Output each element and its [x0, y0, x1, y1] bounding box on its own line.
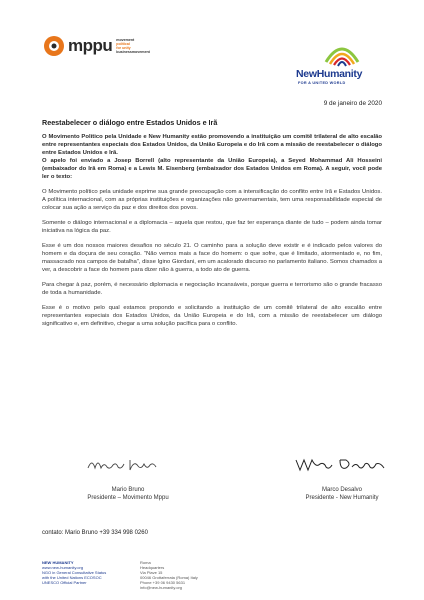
- mppu-tagline-line: for unity: [116, 46, 131, 50]
- new-humanity-subtitle: FOR A UNITED WORLD: [298, 81, 346, 85]
- body-paragraph: Esse é um dos nossos maiores desafios no século 21. O caminho para a solução deve existir e é indicado pelos valores do homem e da doçura de seu coração. “Não vemos mais a face do homem: o que sofre, que é limitado, atormentado e, no fim, massacrado nos campos de batalha”, disse Igino Giordani, em um acalorado discurso no parlamento italiano. Somos chamados a ver, a descobrir a face do homem para dizer não à guerra, a todo ato de guerra.: [42, 243, 382, 273]
- footer-address-line: Via Piave 15: [140, 570, 163, 575]
- signer-role: Presidente - New Humanity: [305, 495, 379, 501]
- handwritten-signature: [68, 452, 188, 478]
- new-humanity-logo: [296, 40, 388, 88]
- signature-block-marco-desalvo: [282, 452, 402, 501]
- body-paragraph: Para chegar à paz, porém, é necessário diplomacia e negociação incansáveis, porque guerra e terrorismo são o grande fracasso de toda a humanidade.: [42, 282, 382, 296]
- footer: [42, 560, 342, 596]
- footer-address-line: 00046 Grottaferrata (Roma) Italy: [140, 575, 198, 580]
- signer-name: Marco Desalvo: [321, 487, 362, 493]
- letter-title: Reestabelecer o diálogo entre Estados Unidos e Irã: [42, 118, 218, 127]
- footer-status: with the United Nations ECOSOC: [42, 575, 102, 580]
- body-paragraph: Esse é o motivo pelo qual estamos propondo e solicitando a instituição de um comitê trilateral de alto escalão entre representantes especiais dos Estados Unidos, da União Europeia e do Irã, com a missão de reestabelecer um diálogo significativo e, em definitivo, chegar a uma solução pacífica para o conflito.: [42, 305, 382, 327]
- mppu-logo: [42, 34, 152, 58]
- footer-organization: [42, 560, 132, 585]
- letter-date: 9 de janeiro de 2020: [323, 100, 382, 107]
- signature-block-mario-bruno: [68, 452, 188, 501]
- mppu-tagline-line: political: [116, 41, 130, 46]
- footer-org-name: NEW HUMANITY: [42, 560, 74, 565]
- signer-name: Mario Bruno: [111, 487, 145, 493]
- mppu-tagline: [116, 38, 150, 55]
- body-paragraph: Somente o diálogo internacional e a diplomacia – aquela que restou, que faz ter esperança diante de tudo – podem ainda tomar iniciativa na lógica da paz.: [42, 220, 382, 234]
- footer-address: [140, 560, 230, 590]
- globe-icon: [322, 40, 362, 68]
- intro-paragraph: O apelo foi enviado a Josep Borrell (alto representante da União Europeia), a Seyed Mohammad Ali Hosseini (embaixador do Irã em Roma) e a Lewis M. Eisenberg (embaixador dos Estados Unidos em Roma). A seguir, você pode ler o texto:: [42, 158, 382, 180]
- footer-website[interactable]: www.new-humanity.org: [42, 565, 84, 570]
- footer-city: Roma: [140, 560, 151, 565]
- mppu-tagline-line: businessmovement: [116, 50, 150, 55]
- mppu-mark-icon: [42, 34, 66, 58]
- contact-line: contato: Mario Bruno +39 334 998 0260: [42, 530, 148, 536]
- footer-status: NGO in General Consultative Status: [42, 570, 107, 575]
- mppu-tagline-line: movement: [116, 37, 135, 42]
- intro-paragraph: O Movimento Político pela Unidade e New Humanity estão promovendo a instituição um comitê trilateral de alto escalão entre representantes especiais dos Estados Unidos, da União Europeia e do Irã com a missão de reestabelecer o diálogo entre Estados Unidos e Irã.: [42, 134, 382, 156]
- body-paragraph: O Movimento político pela unidade exprime sua grande preocupação com a intensificação do conflito entre Irã e Estados Unidos. A política internacional, com as próprias instituições e organizações não governamentais, tem uma responsabilidade especial de colocar sua ação a serviço da paz e dos direitos dos povos.: [42, 189, 382, 211]
- footer-address-line: Headquarters: [140, 565, 165, 570]
- letter-body: [42, 133, 382, 335]
- signer-role: Presidente – Movimento Mppu: [87, 495, 169, 501]
- handwritten-signature: [282, 452, 402, 478]
- footer-partner: UNESCO Official Partner: [42, 580, 87, 585]
- mppu-logo-text: mppu: [68, 36, 113, 55]
- footer-phone: Phone +39 06 9430 5631: [140, 580, 186, 585]
- footer-email[interactable]: info@new-humanity.org: [140, 585, 183, 590]
- new-humanity-title: NewHumanity: [296, 68, 363, 80]
